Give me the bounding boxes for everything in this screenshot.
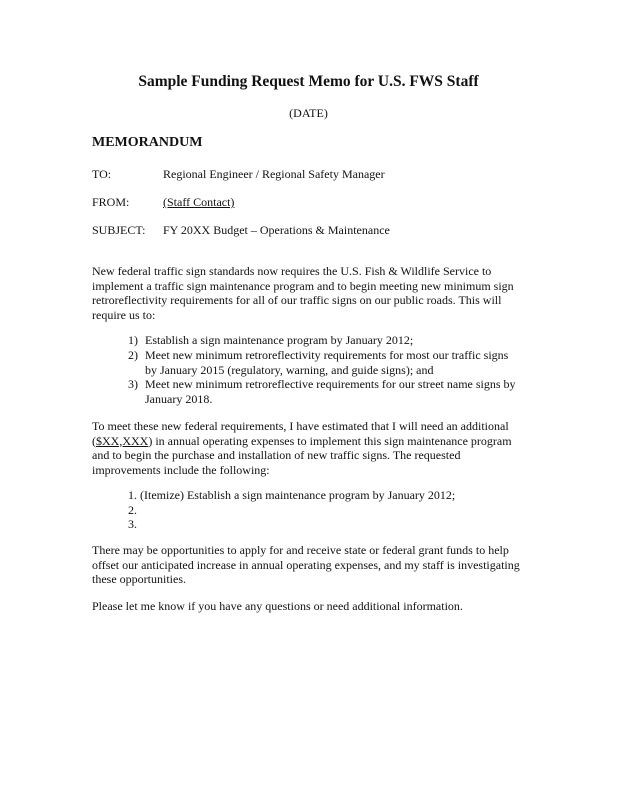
requirement-number: 1): [128, 333, 138, 347]
estimate-line: To meet these new federal requirements, I have estimated that I will need an additional: [92, 419, 509, 433]
funding-amount: $XX,XXX: [96, 433, 149, 448]
requirement-line: Meet new minimum retroreflective requirements for our street name signs by: [145, 377, 516, 391]
improvement-item: 3.: [128, 517, 137, 531]
improvement-item: 2.: [128, 503, 137, 517]
grant-line: offset our anticipated increase in annual operating expenses, and my staff is investigating: [92, 557, 520, 572]
requirement-number: 3): [128, 377, 138, 391]
requirement-line: by January 2015 (regulatory, warning, and guide signs); and: [145, 362, 434, 377]
grant-line: these opportunities.: [92, 572, 186, 587]
memo-date: (DATE): [289, 106, 328, 120]
estimate-paragraph: [92, 419, 532, 477]
requirement-text: [145, 377, 516, 406]
grant-line: There may be opportunities to apply for and receive state or federal grant funds to help: [92, 543, 509, 557]
grant-paragraph: [92, 543, 532, 587]
requirement-text: [145, 333, 413, 348]
intro-line: retroreflectivity requirements for all of our traffic signs on our public roads. This will: [92, 293, 502, 308]
requirement-number: 2): [128, 348, 138, 362]
memo-title: Sample Funding Request Memo for U.S. FWS Staff: [138, 73, 479, 90]
to-label: TO:: [92, 167, 112, 181]
requirement-line: Establish a sign maintenance program by January 2012;: [145, 333, 414, 347]
subject-label: SUBJECT:: [92, 223, 146, 237]
memorandum-heading: MEMORANDUM: [92, 135, 203, 150]
intro-line: New federal traffic sign standards now requires the U.S. Fish & Wildlife Service to: [92, 264, 492, 278]
to-value: Regional Engineer / Regional Safety Manager: [163, 167, 385, 181]
requirement-line: Meet new minimum retroreflectivity requirements for most our traffic signs: [145, 348, 509, 362]
amount-open-paren: (: [92, 433, 96, 448]
requirement-text: [145, 348, 508, 377]
closing-paragraph: Please let me know if you have any questions or need additional information.: [92, 599, 463, 613]
requirement-line: January 2018.: [145, 391, 213, 406]
from-label: FROM:: [92, 195, 130, 209]
estimate-line: improvements include the following:: [92, 462, 270, 477]
intro-line: implement a traffic sign maintenance program and to begin meeting new minimum sign: [92, 278, 514, 293]
intro-paragraph: [92, 264, 532, 322]
estimate-line: and to begin the purchase and installation of new traffic signs. The requested: [92, 448, 461, 463]
improvement-item: 1. (Itemize) Establish a sign maintenance program by January 2012;: [128, 488, 456, 502]
estimate-line: [92, 434, 532, 449]
subject-value: FY 20XX Budget – Operations & Maintenance: [163, 223, 390, 237]
estimate-line-rest: ) in annual operating expenses to implement this sign maintenance program: [148, 433, 512, 448]
from-value: (Staff Contact): [163, 195, 235, 209]
intro-line: require us to:: [92, 307, 156, 322]
